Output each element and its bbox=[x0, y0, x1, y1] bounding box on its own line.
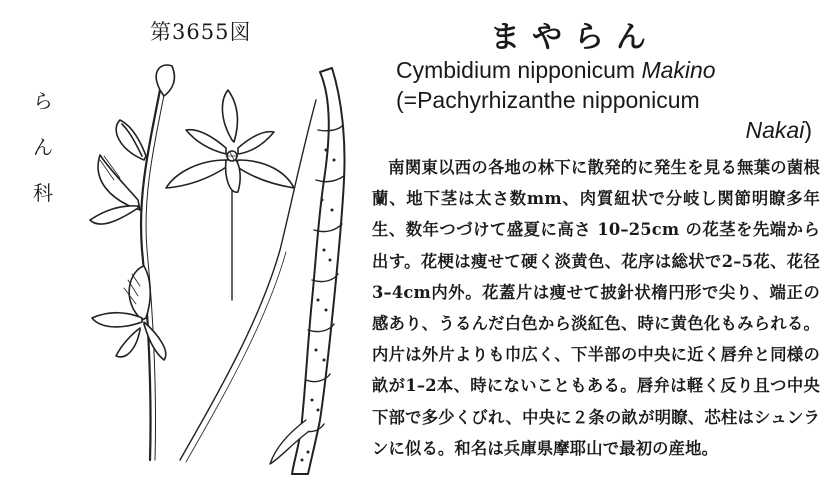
synonym-author: Nakai bbox=[745, 117, 805, 143]
flower-stalk-right bbox=[180, 100, 316, 460]
description: 南関東以西の各地の林下に散発的に発生を見る無葉の菌根蘭、地下茎は太さ数mm、肉質紐状で分岐し関節明瞭多年生、数年つづけて盛夏に高さ 10–25cm の花茎を先端から出す。花梗は痩せて硬く淡黄色、花序は総状で2–5花、花径3–4cm内外。花蓋片は痩せて披針状楕円形で尖り、端正の感あり、うるんだ白色から淡紅色、時に黄色化もみられる。内片は外片よりも巾広く、下半部の中央に近く唇弁と同様の畝が1–2本、時にないこともある。唇弁は軽く反り且つ中央下部で多少くびれ、中央に２条の畝が明瞭、芯柱はシュンランに似る。和名は兵庫県摩耶山で最初の産地。 bbox=[372, 158, 820, 458]
petal-right bbox=[236, 160, 294, 188]
family-char-2: ん bbox=[33, 135, 53, 159]
synonym-close: ) bbox=[804, 117, 812, 143]
orchid-illustration bbox=[80, 60, 380, 480]
scientific-name: Cymbidium nipponicum bbox=[396, 57, 636, 83]
flower-side-left bbox=[98, 155, 140, 210]
family-char-3: 科 bbox=[33, 181, 53, 205]
sepal-upper-left bbox=[186, 130, 226, 154]
figure-number: 第3655図 bbox=[150, 20, 252, 44]
scientific-name-block bbox=[396, 55, 816, 145]
petal-top bbox=[222, 90, 237, 142]
family-char-1: ら bbox=[33, 89, 53, 113]
synonym-author-line bbox=[396, 115, 816, 145]
family-label bbox=[28, 78, 58, 216]
sepal-upper-right bbox=[238, 132, 274, 154]
japanese-name: まやらん bbox=[490, 20, 658, 55]
lip bbox=[226, 160, 241, 192]
scientific-author: Makino bbox=[641, 57, 716, 83]
petal-left bbox=[166, 160, 228, 188]
synonym-name: (=Pachyrhizanthe nipponicum bbox=[396, 87, 700, 113]
